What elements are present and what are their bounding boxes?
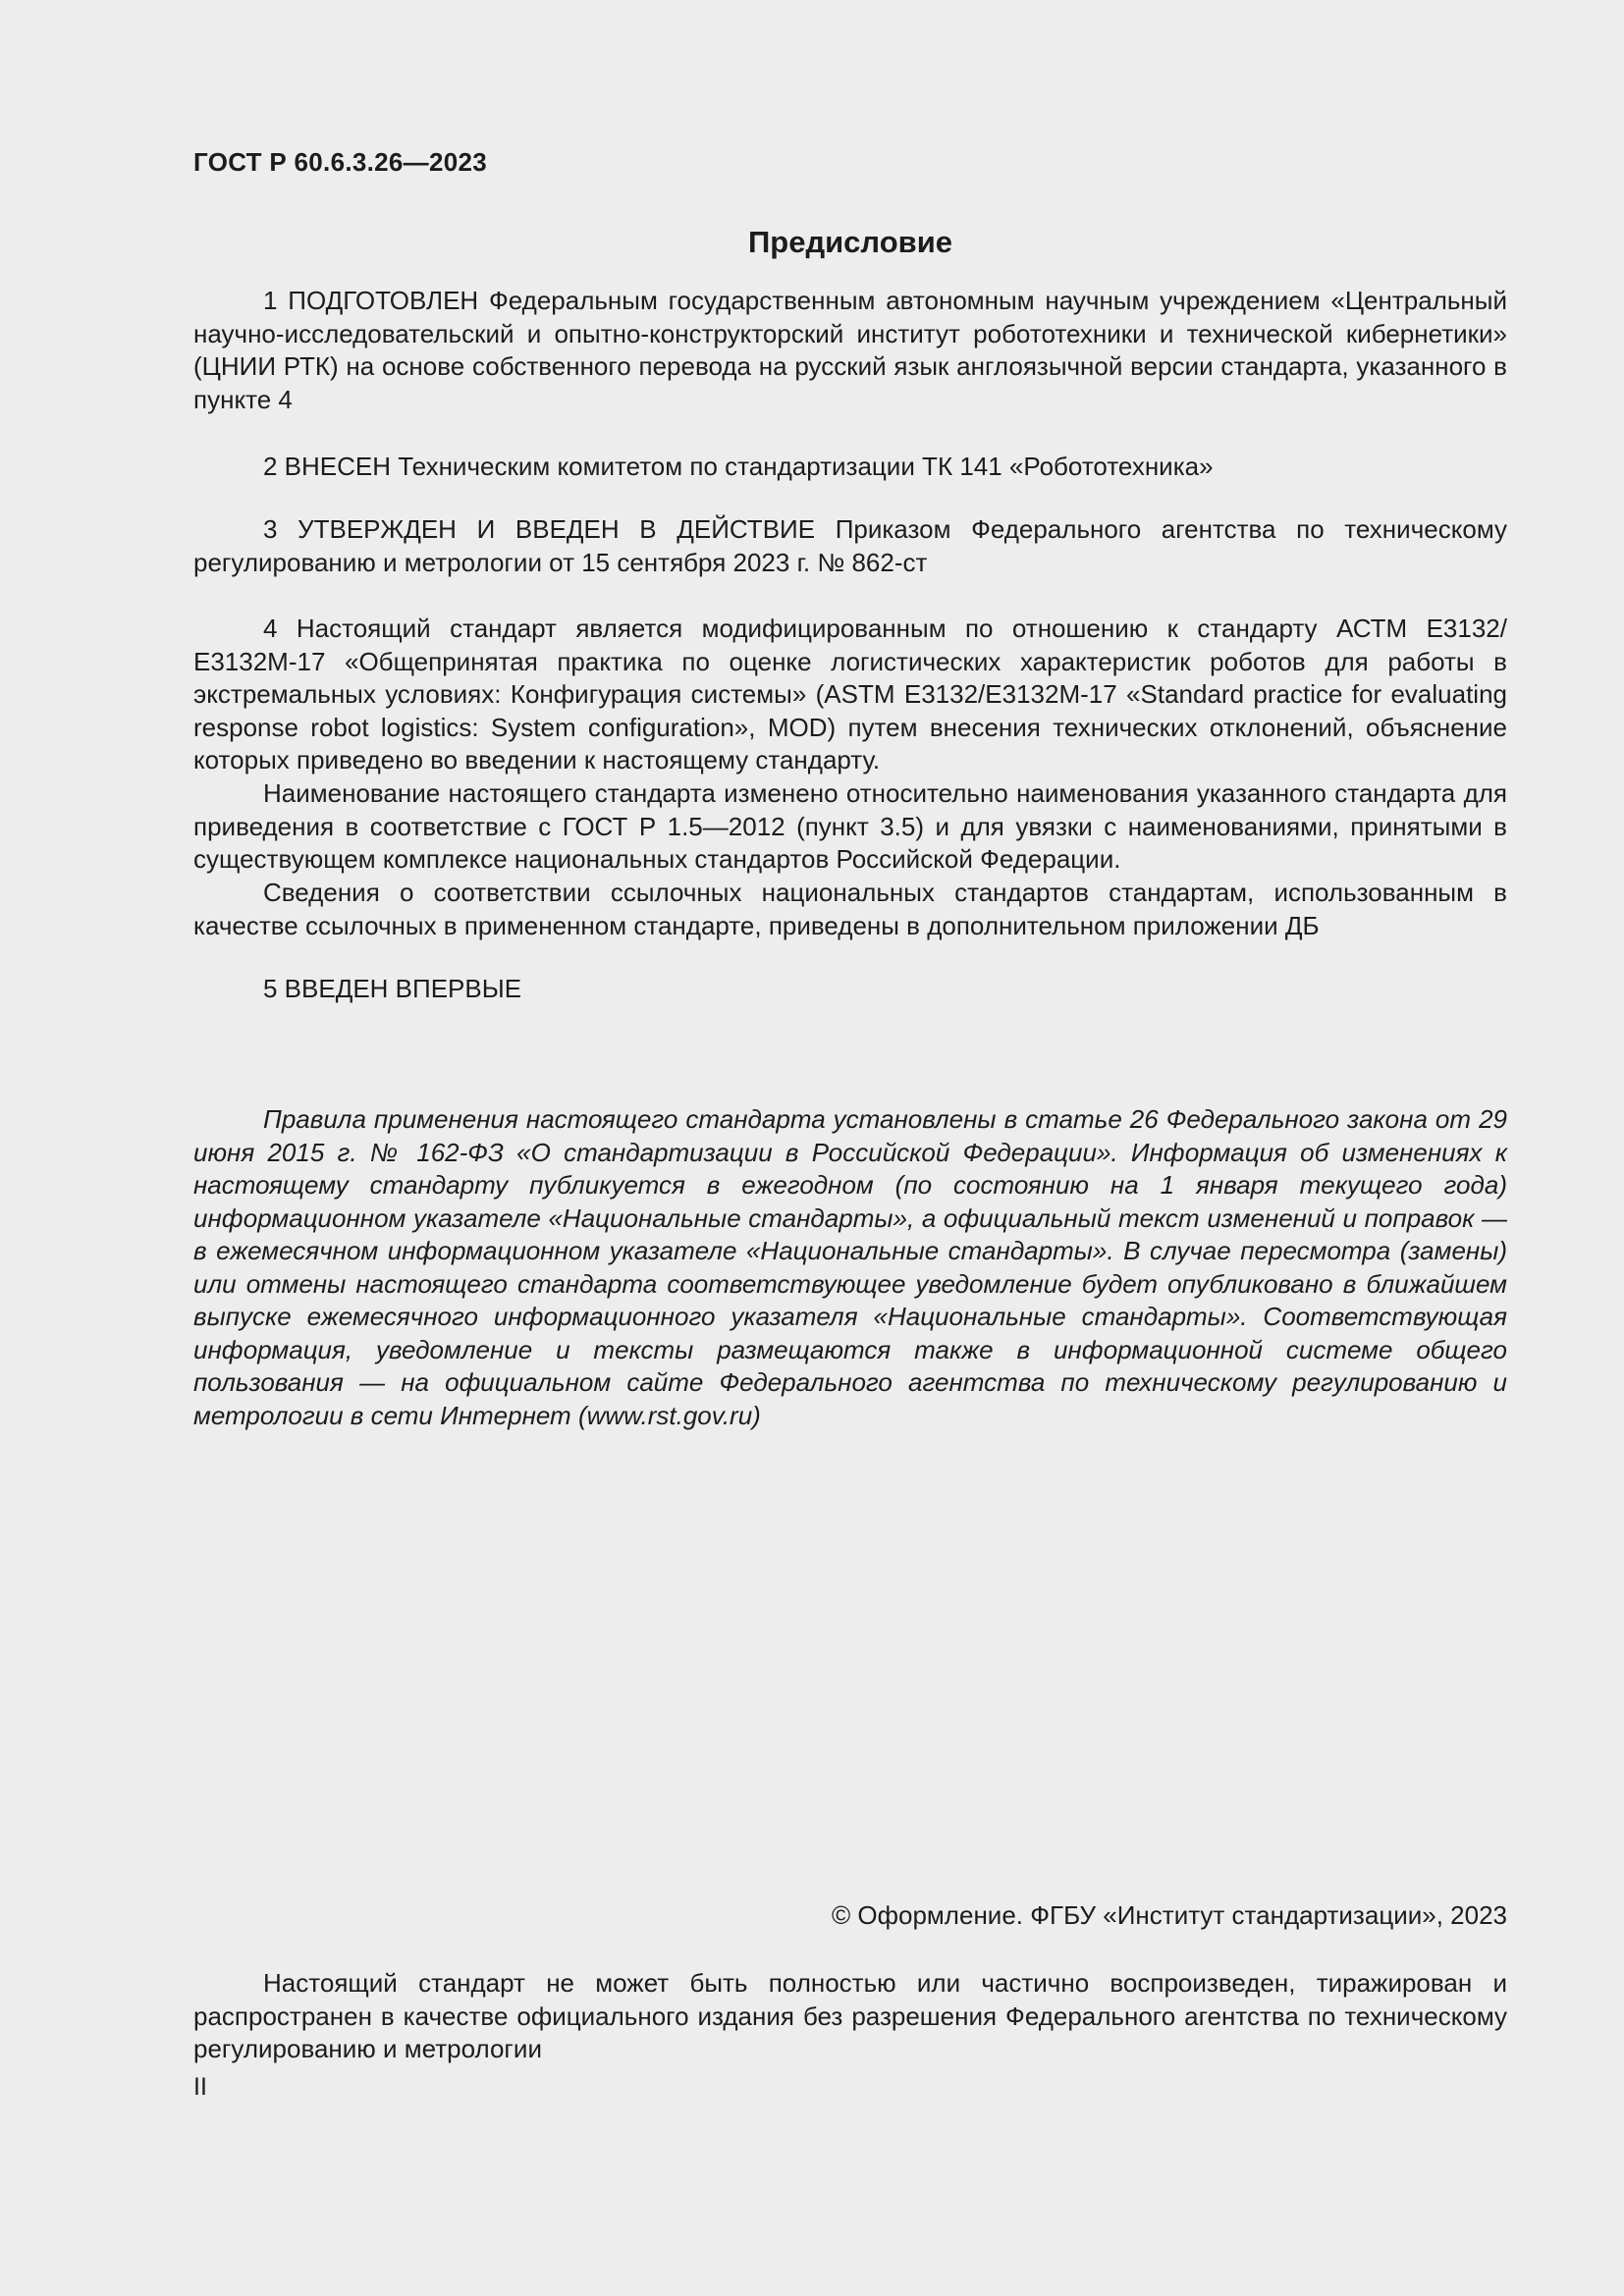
document-page [193, 0, 1507, 2296]
foreword-item-5: 5 ВВЕДЕН ВПЕРВЫЕ [263, 974, 522, 1003]
foreword-item-4-name-note: Наименование настоящего стандарта изменено относительно наименования указанного стандарта для приведения в соответствие с ГОСТ Р 1.5—2012 (пункт 3.5) и для увязки с наименованиями, принятыми в существующем комплексе национальных стандартов Российской Федерации. [193, 778, 1507, 874]
application-rules-notice: Правила применения настоящего стандарта установлены в статье 26 Федерального закона от 29 июня 2015 г. № 162-ФЗ «О стандартизации в Российской Федерации». Информация об изменениях к настоящему стандарту публикуется в ежегодном (по состоянию на 1 января текущего года) информационном указателе «Национальные стандарты», а официальный текст изменений и поправок — в ежемесячном информационном указателе «Национальные стандарты». В случае пересмотра (замены) или отмены настоящего стандарта соответствующее уведомление будет опубликовано в ближайшем выпуске ежемесячного информационного указателя «Национальные стандарты». Соответствующая информация, уведомление и тексты размещаются также в информационной системе общего пользования — на официальном сайте Федерального агентства по техническому регулированию и метрологии в сети Интернет (www.rst.gov.ru) [193, 1104, 1507, 1430]
reproduction-rights-notice: Настоящий стандарт не может быть полностью или частично воспроизведен, тиражирован и распространен в качестве официального издания без разрешения Федерального агентства по техническому регулированию и метрологии [193, 1968, 1507, 2063]
page-number: II [193, 2073, 207, 2101]
document-code: ГОСТ Р 60.6.3.26—2023 [193, 147, 487, 177]
foreword-item-4-references-note: Сведения о соответствии ссылочных национальных стандартов стандартам, использованным в качестве ссылочных в примененном стандарте, приведены в дополнительном приложении ДБ [193, 878, 1507, 940]
foreword-item-2: 2 ВНЕСЕН Техническим комитетом по стандартизации ТК 141 «Робототехника» [263, 452, 1214, 481]
foreword-title: Предисловие [747, 225, 952, 259]
foreword-item-3: 3 УТВЕРЖДЕН И ВВЕДЕН В ДЕЙСТВИЕ Приказом Федерального агентства по техническому регулированию и метрологии от 15 сентября 2023 г. № 862-ст [193, 514, 1507, 577]
foreword-item-4: 4 Настоящий стандарт является модифицированным по отношению к стандарту АСТМ Е3132/Е3132М-17 «Общепринятая практика по оценке логистических характеристик роботов для работы в экстремальных условиях: Конфигурация системы» (ASTM E3132/E3132M-17 «Standard practice for evaluating response robot logistics: System configuration», MOD) путем внесения технических отклонений, объяснение которых приведено во введении к настоящему стандарту. [193, 614, 1507, 774]
foreword-item-1: 1 ПОДГОТОВЛЕН Федеральным государственным автономным научным учреждением «Центральный научно-исследовательский и опытно-конструкторский институт робототехники и технической кибернетики» (ЦНИИ РТК) на основе собственного перевода на русский язык англоязычной версии стандарта, указанного в пункте 4 [193, 286, 1507, 414]
copyright-line: © Оформление. ФГБУ «Институт стандартизации», 2023 [832, 1900, 1507, 1930]
